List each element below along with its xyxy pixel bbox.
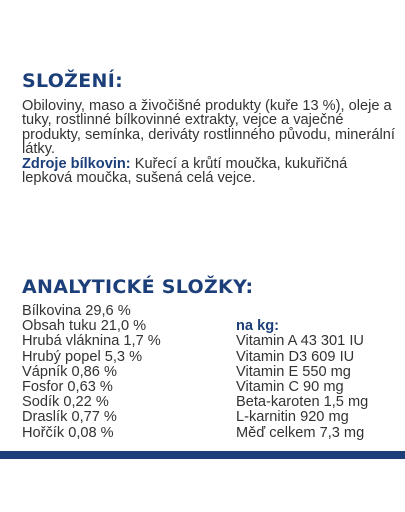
vitamin-item: Vitamin A 43 301 IU [236,333,364,350]
analytics-item: Fosfor 0,63 % [22,379,113,396]
vitamin-item: L-karnitin 920 mg [236,409,349,426]
vitamin-item: Měď celkem 7,3 mg [236,424,365,441]
protein-sources-label: Zdroje bílkovin: [22,155,131,172]
analytics-item: Obsah tuku 21,0 % [22,318,147,335]
analytics-item: Hrubá vláknina 1,7 % [22,333,161,350]
vitamin-item: Vitamin D3 609 IU [236,348,355,365]
analytics-item: Sodík 0,22 % [22,394,109,411]
bottom-divider [0,451,405,459]
vitamin-item: Beta-karoten 1,5 mg [236,394,369,411]
composition-heading: SLOŽENÍ: [22,70,123,92]
vitamin-item: Vitamin E 550 mg [236,363,351,380]
composition-ingredients: Obiloviny, maso a živočišné produkty (kuře 13 %), oleje a tuky, rostlinné bílkovinné extrakty, vejce a vaječné produkty, semínka, deriváty rostlinného původu, minerální látky. [22,98,395,158]
composition-text [22,99,397,185]
per-kg-header: na kg: [236,318,279,335]
protein-sources-text: Kuřecí a krůtí moučka, kukuřičná lepková moučka, sušená celá vejce. [22,155,348,187]
analytics-item: Bílkovina 29,6 % [22,303,131,319]
analytics-left-list [22,304,161,441]
analytics-item: Hrubý popel 5,3 % [22,348,143,365]
analytics-right-list [236,304,368,441]
composition-section [22,99,397,185]
analytics-item: Hořčík 0,08 % [22,424,114,441]
analytics-item: Draslík 0,77 % [22,409,117,426]
vitamin-item: Vitamin C 90 mg [236,379,344,396]
analytics-item: Vápník 0,86 % [22,363,117,380]
analytics-heading: ANALYTICKÉ SLOŽKY: [22,276,254,298]
